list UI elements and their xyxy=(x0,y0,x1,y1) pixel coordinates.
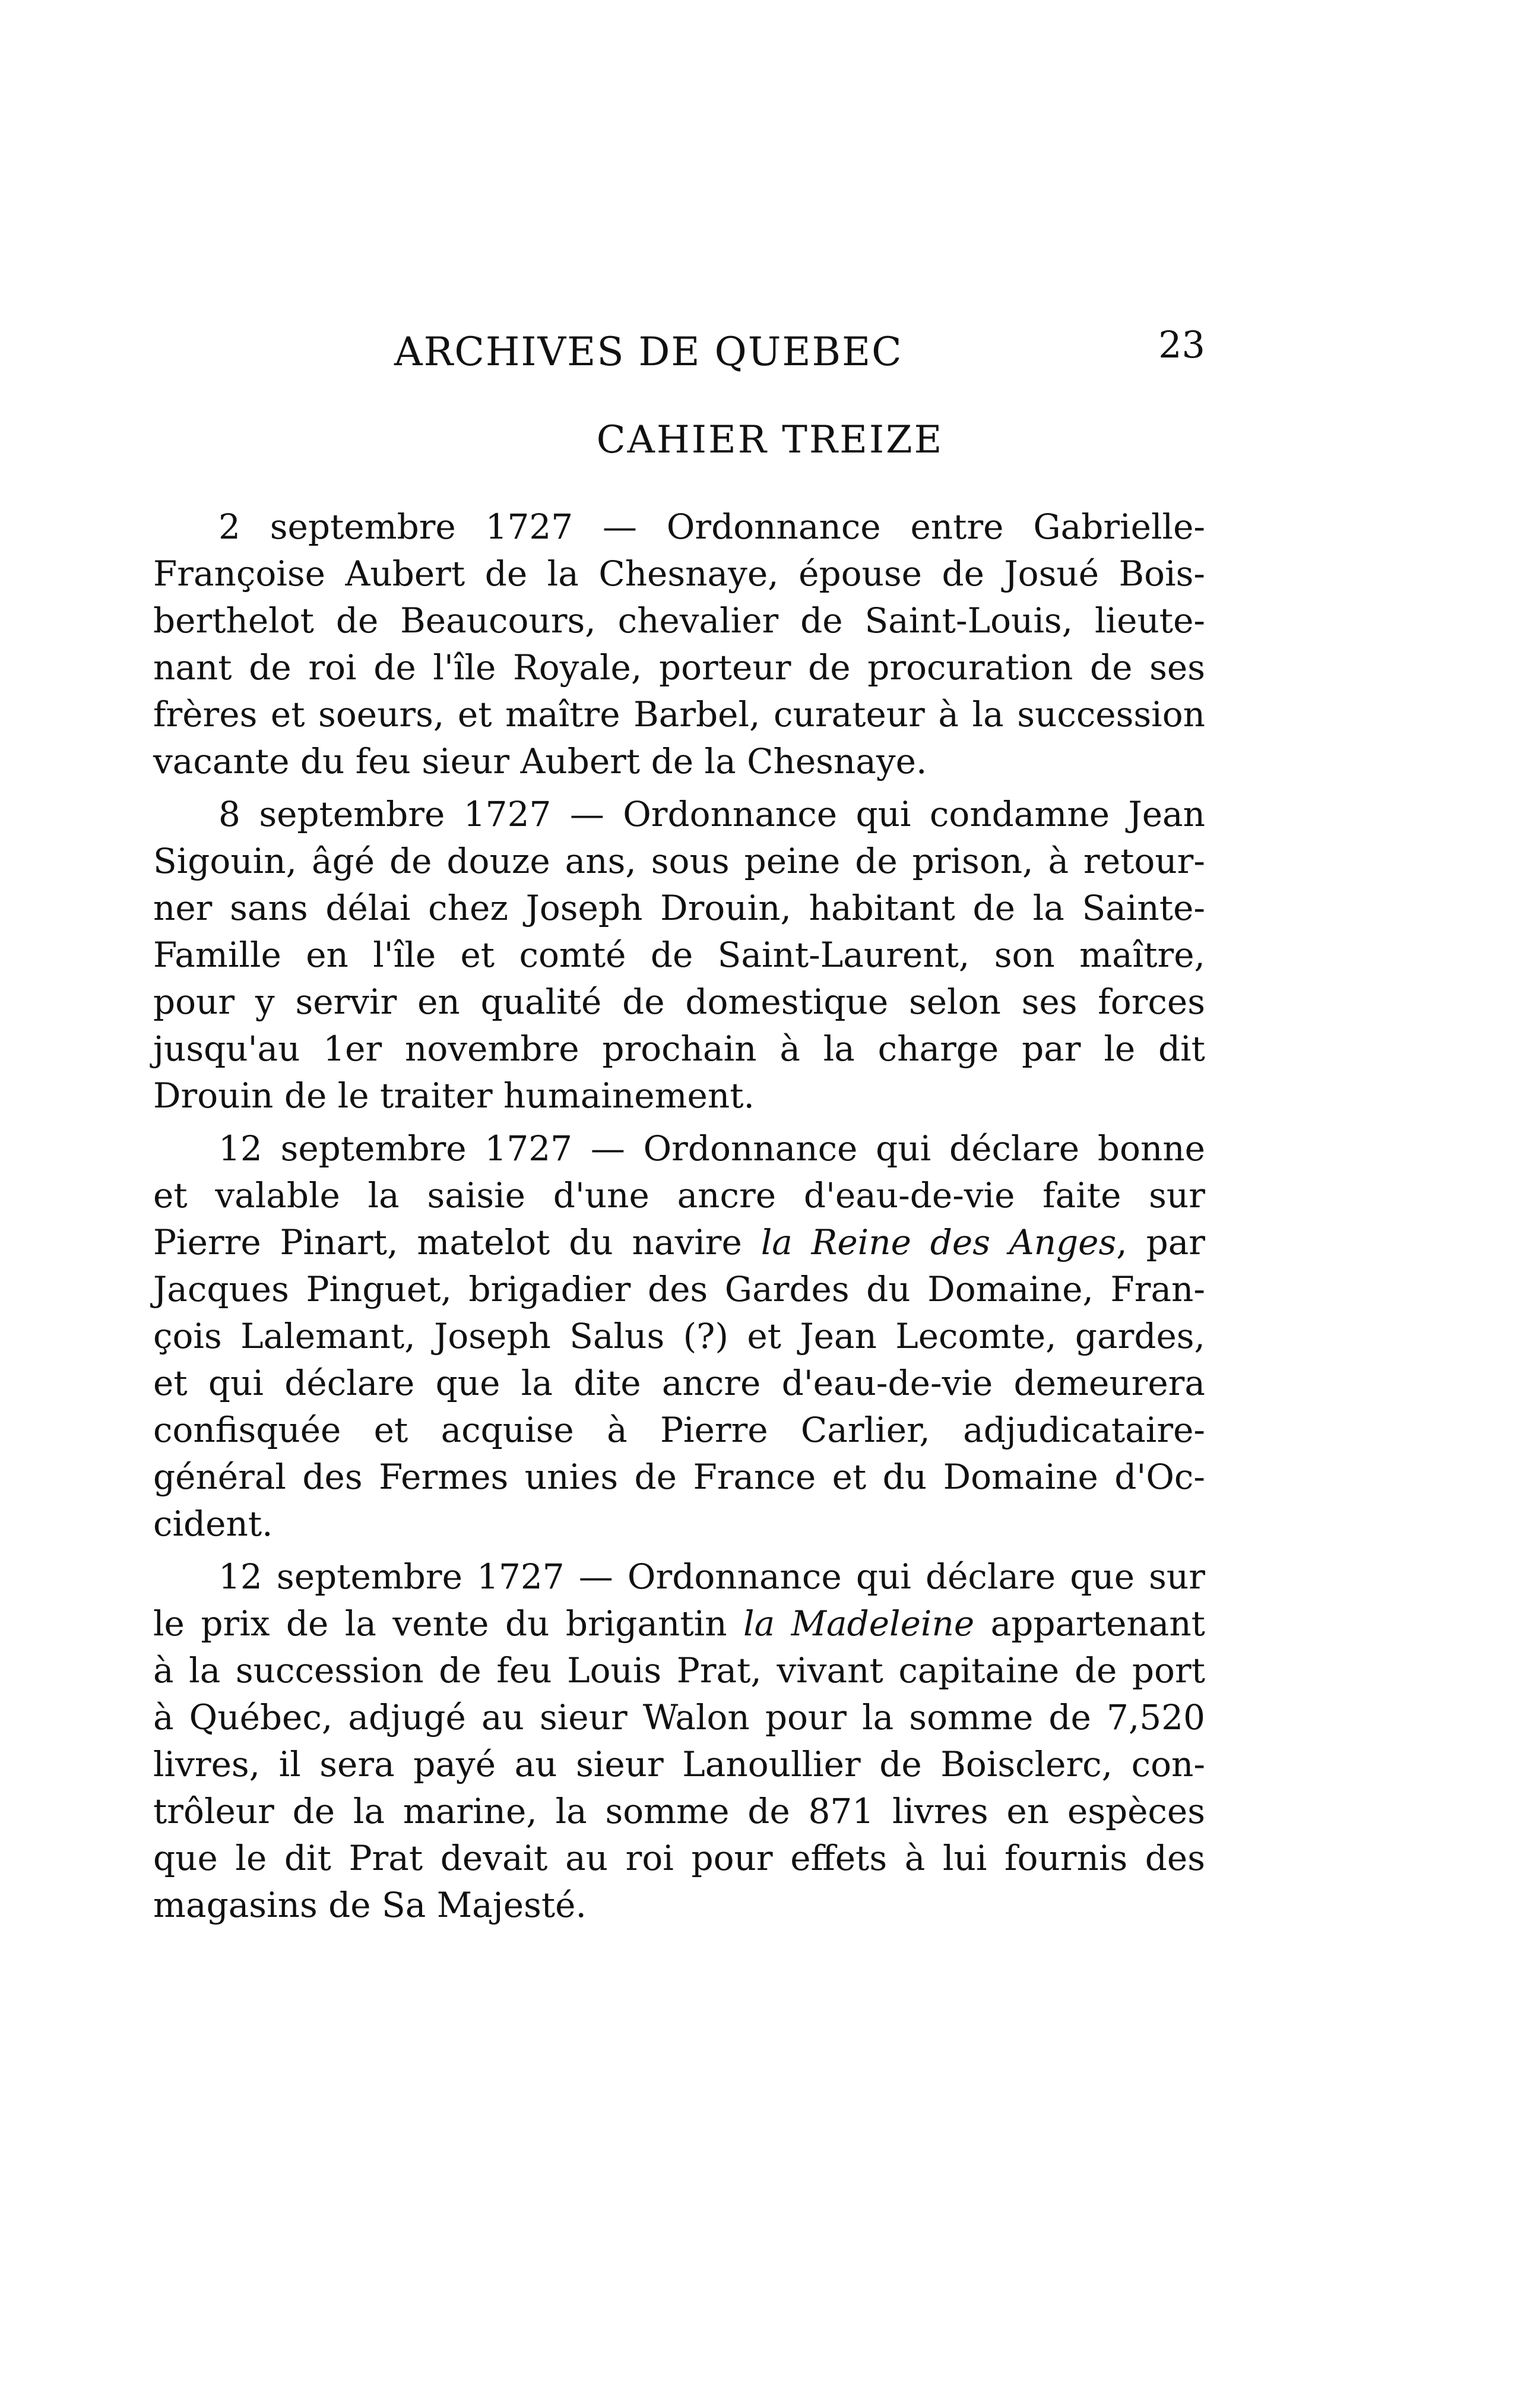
entry-line: le prix de la vente du brigantin la Madeleine appartenant xyxy=(153,1603,1205,1644)
entry-1 xyxy=(153,504,1205,785)
entry-line: cident. xyxy=(153,1504,273,1544)
entry-line: général des Fermes unies de France et du Domaine d'Oc- xyxy=(153,1457,1205,1497)
entry-line: berthelot de Beaucours, chevalier de Saint-Louis, lieute- xyxy=(153,600,1205,641)
entry-line: Famille en l'île et comté de Saint-Laurent, son maître, xyxy=(153,935,1205,975)
entry-line: 2 septembre 1727 — Ordonnance entre Gabrielle- xyxy=(218,507,1205,547)
running-title: ARCHIVES DE QUEBEC xyxy=(394,329,903,375)
entry-line: Jacques Pinguet, brigadier des Gardes du Domaine, Fran- xyxy=(153,1269,1205,1309)
entry-4 xyxy=(153,1553,1205,1929)
entry-line: ner sans délai chez Joseph Drouin, habitant de la Sainte- xyxy=(153,888,1205,928)
entry-line: et qui déclare que la dite ancre d'eau-de-vie demeurera xyxy=(153,1363,1205,1403)
entry-line: à Québec, adjugé au sieur Walon pour la somme de 7,520 xyxy=(153,1697,1205,1738)
entry-line: 12 septembre 1727 — Ordonnance qui déclare que sur xyxy=(218,1556,1205,1597)
entries-list xyxy=(153,504,1205,1935)
entry-line: pour y servir en qualité de domestique selon ses forces xyxy=(153,982,1205,1022)
entry-line: à la succession de feu Louis Prat, vivant capitaine de port xyxy=(153,1650,1205,1691)
entry-line: vacante du feu sieur Aubert de la Chesnaye. xyxy=(153,741,927,781)
entry-line: jusqu'au 1er novembre prochain à la charge par le dit xyxy=(153,1029,1205,1069)
entry-line: trôleur de la marine, la somme de 871 livres en espèces xyxy=(153,1791,1205,1831)
entry-line: 8 septembre 1727 — Ordonnance qui condamne Jean xyxy=(218,794,1205,834)
entry-2 xyxy=(153,791,1205,1119)
ship-name: la Madeleine xyxy=(743,1603,975,1644)
ship-name: la Reine des Anges xyxy=(761,1222,1117,1262)
page-number: 23 xyxy=(1158,323,1205,366)
entry-line: Drouin de le traiter humainement. xyxy=(153,1075,755,1116)
section-title: CAHIER TREIZE xyxy=(596,418,944,462)
entry-line: frères et soeurs, et maître Barbel, curateur à la succession xyxy=(153,694,1205,735)
entry-line: Sigouin, âgé de douze ans, sous peine de prison, à retour- xyxy=(153,841,1205,881)
entry-line: livres, il sera payé au sieur Lanoullier de Boisclerc, con- xyxy=(153,1744,1205,1784)
entry-line: que le dit Prat devait au roi pour effets à lui fournis des xyxy=(153,1838,1205,1878)
entry-line: magasins de Sa Majesté. xyxy=(153,1885,587,1925)
entry-line: confisquée et acquise à Pierre Carlier, adjudicataire- xyxy=(153,1410,1205,1450)
entry-line: 12 septembre 1727 — Ordonnance qui déclare bonne xyxy=(218,1128,1205,1169)
entry-line: nant de roi de l'île Royale, porteur de procuration de ses xyxy=(153,647,1205,688)
entry-line: Françoise Aubert de la Chesnaye, épouse de Josué Bois- xyxy=(153,553,1205,594)
entry-3 xyxy=(153,1125,1205,1548)
entry-line: et valable la saisie d'une ancre d'eau-de-vie faite sur xyxy=(153,1175,1205,1216)
entry-line: Pierre Pinart, matelot du navire la Reine des Anges, par xyxy=(153,1222,1206,1262)
running-head xyxy=(153,325,1205,379)
entry-line: çois Lalemant, Joseph Salus (?) et Jean Lecomte, gardes, xyxy=(153,1316,1205,1356)
